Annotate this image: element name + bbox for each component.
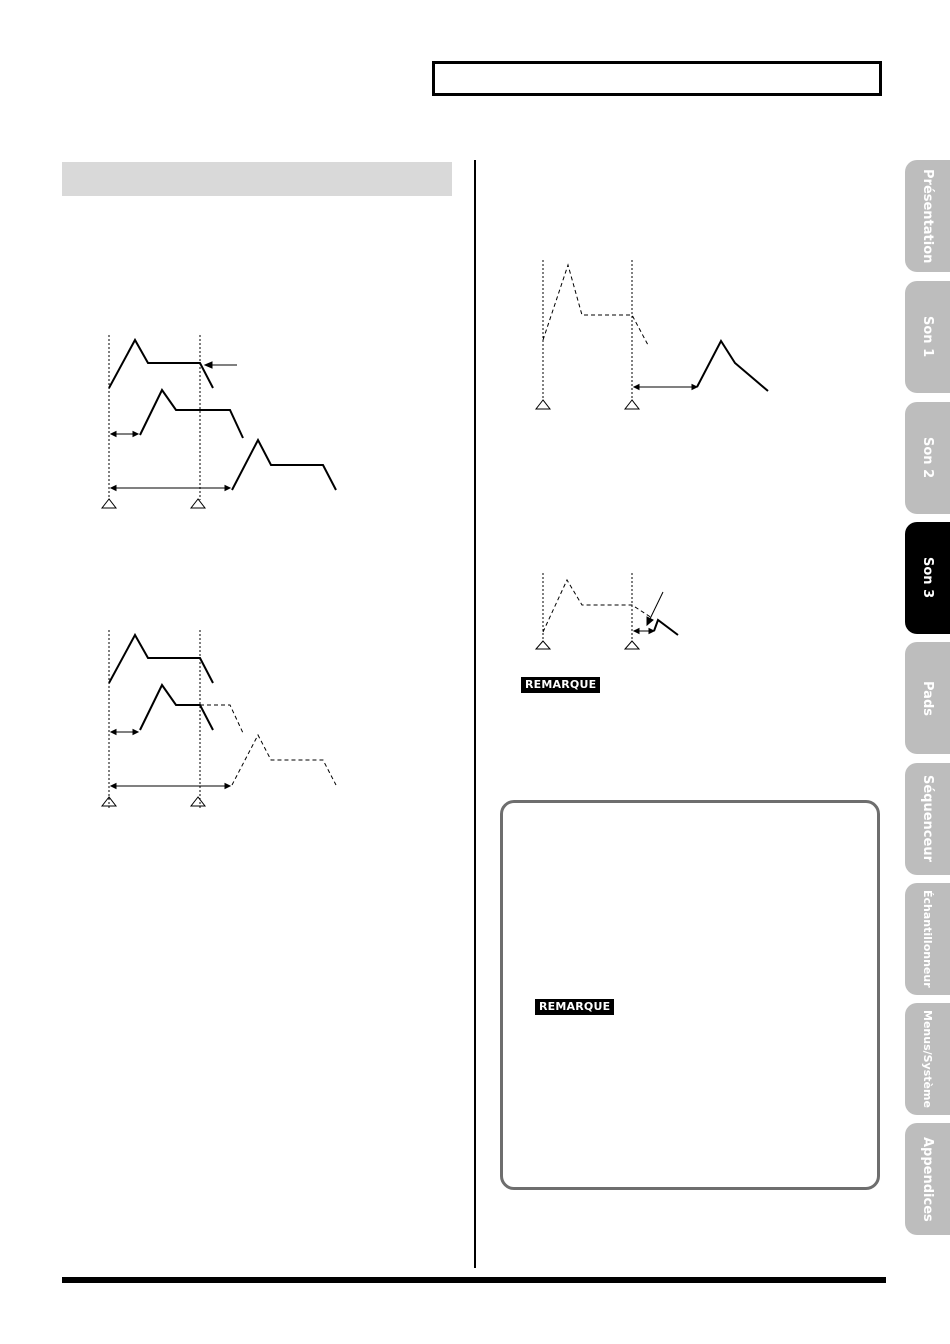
tab-pads[interactable] bbox=[905, 642, 950, 754]
envelope-curve bbox=[654, 620, 678, 635]
note-on-marker bbox=[536, 641, 550, 649]
envelope-curve bbox=[232, 440, 336, 490]
envelope-curve-dashed bbox=[232, 735, 336, 785]
envelope-curve bbox=[697, 341, 768, 391]
envelope-diagram-cut bbox=[95, 625, 355, 810]
tab-son-1[interactable] bbox=[905, 281, 950, 393]
tab-label: Échantillonneur bbox=[921, 890, 934, 988]
tab-label: Menus/Système bbox=[921, 1010, 934, 1108]
envelope-curve bbox=[140, 390, 243, 438]
remarque-label: REMARQUE bbox=[521, 677, 600, 693]
envelope-curve bbox=[109, 340, 213, 388]
tab-son-2[interactable] bbox=[905, 402, 950, 514]
header-title-box bbox=[432, 61, 882, 96]
arrowhead bbox=[225, 784, 230, 789]
tab-echantillonneur[interactable] bbox=[905, 883, 950, 995]
remarque-label: REMARQUE bbox=[535, 999, 614, 1015]
note-on-marker bbox=[536, 400, 550, 409]
envelope-curve bbox=[140, 685, 213, 730]
column-divider bbox=[474, 160, 476, 1268]
arrowhead bbox=[133, 432, 138, 437]
envelope-diagram-delay bbox=[95, 330, 355, 515]
arrowhead bbox=[111, 432, 116, 437]
tab-label: Pads bbox=[920, 680, 935, 716]
tab-son-3[interactable] bbox=[905, 522, 950, 634]
envelope-curve-dashed bbox=[543, 580, 652, 632]
arrowhead bbox=[225, 486, 230, 491]
tab-appendices[interactable] bbox=[905, 1123, 950, 1235]
tab-presentation[interactable] bbox=[905, 160, 950, 272]
arrowhead bbox=[634, 385, 639, 390]
tab-label: Séquenceur bbox=[920, 775, 935, 863]
envelope-diagram-release bbox=[530, 255, 780, 415]
arrowhead bbox=[111, 486, 116, 491]
tab-sequenceur[interactable] bbox=[905, 763, 950, 875]
footer-rule bbox=[62, 1277, 886, 1283]
tab-label: Son 1 bbox=[920, 316, 935, 358]
note-on-marker bbox=[191, 499, 205, 508]
note-on-marker bbox=[102, 499, 116, 508]
section-heading-bar bbox=[62, 162, 452, 196]
note-on-marker bbox=[191, 797, 205, 806]
tab-label: Présentation bbox=[920, 168, 935, 264]
tab-label: Son 3 bbox=[920, 557, 935, 599]
tab-menus-systeme[interactable] bbox=[905, 1003, 950, 1115]
arrowhead bbox=[647, 617, 653, 625]
arrowhead bbox=[649, 629, 654, 634]
note-on-marker bbox=[625, 641, 639, 649]
arrowhead bbox=[205, 362, 212, 368]
note-on-marker bbox=[625, 400, 639, 409]
envelope-diagram-short-release bbox=[530, 570, 690, 655]
arrowhead bbox=[111, 784, 116, 789]
arrowhead bbox=[133, 730, 138, 735]
arrowhead bbox=[692, 385, 697, 390]
info-panel bbox=[500, 800, 880, 1190]
arrowhead bbox=[111, 730, 116, 735]
envelope-curve bbox=[109, 635, 213, 683]
tab-label: Appendices bbox=[920, 1136, 935, 1222]
tab-label: Son 2 bbox=[920, 437, 935, 479]
arrowhead bbox=[634, 629, 639, 634]
